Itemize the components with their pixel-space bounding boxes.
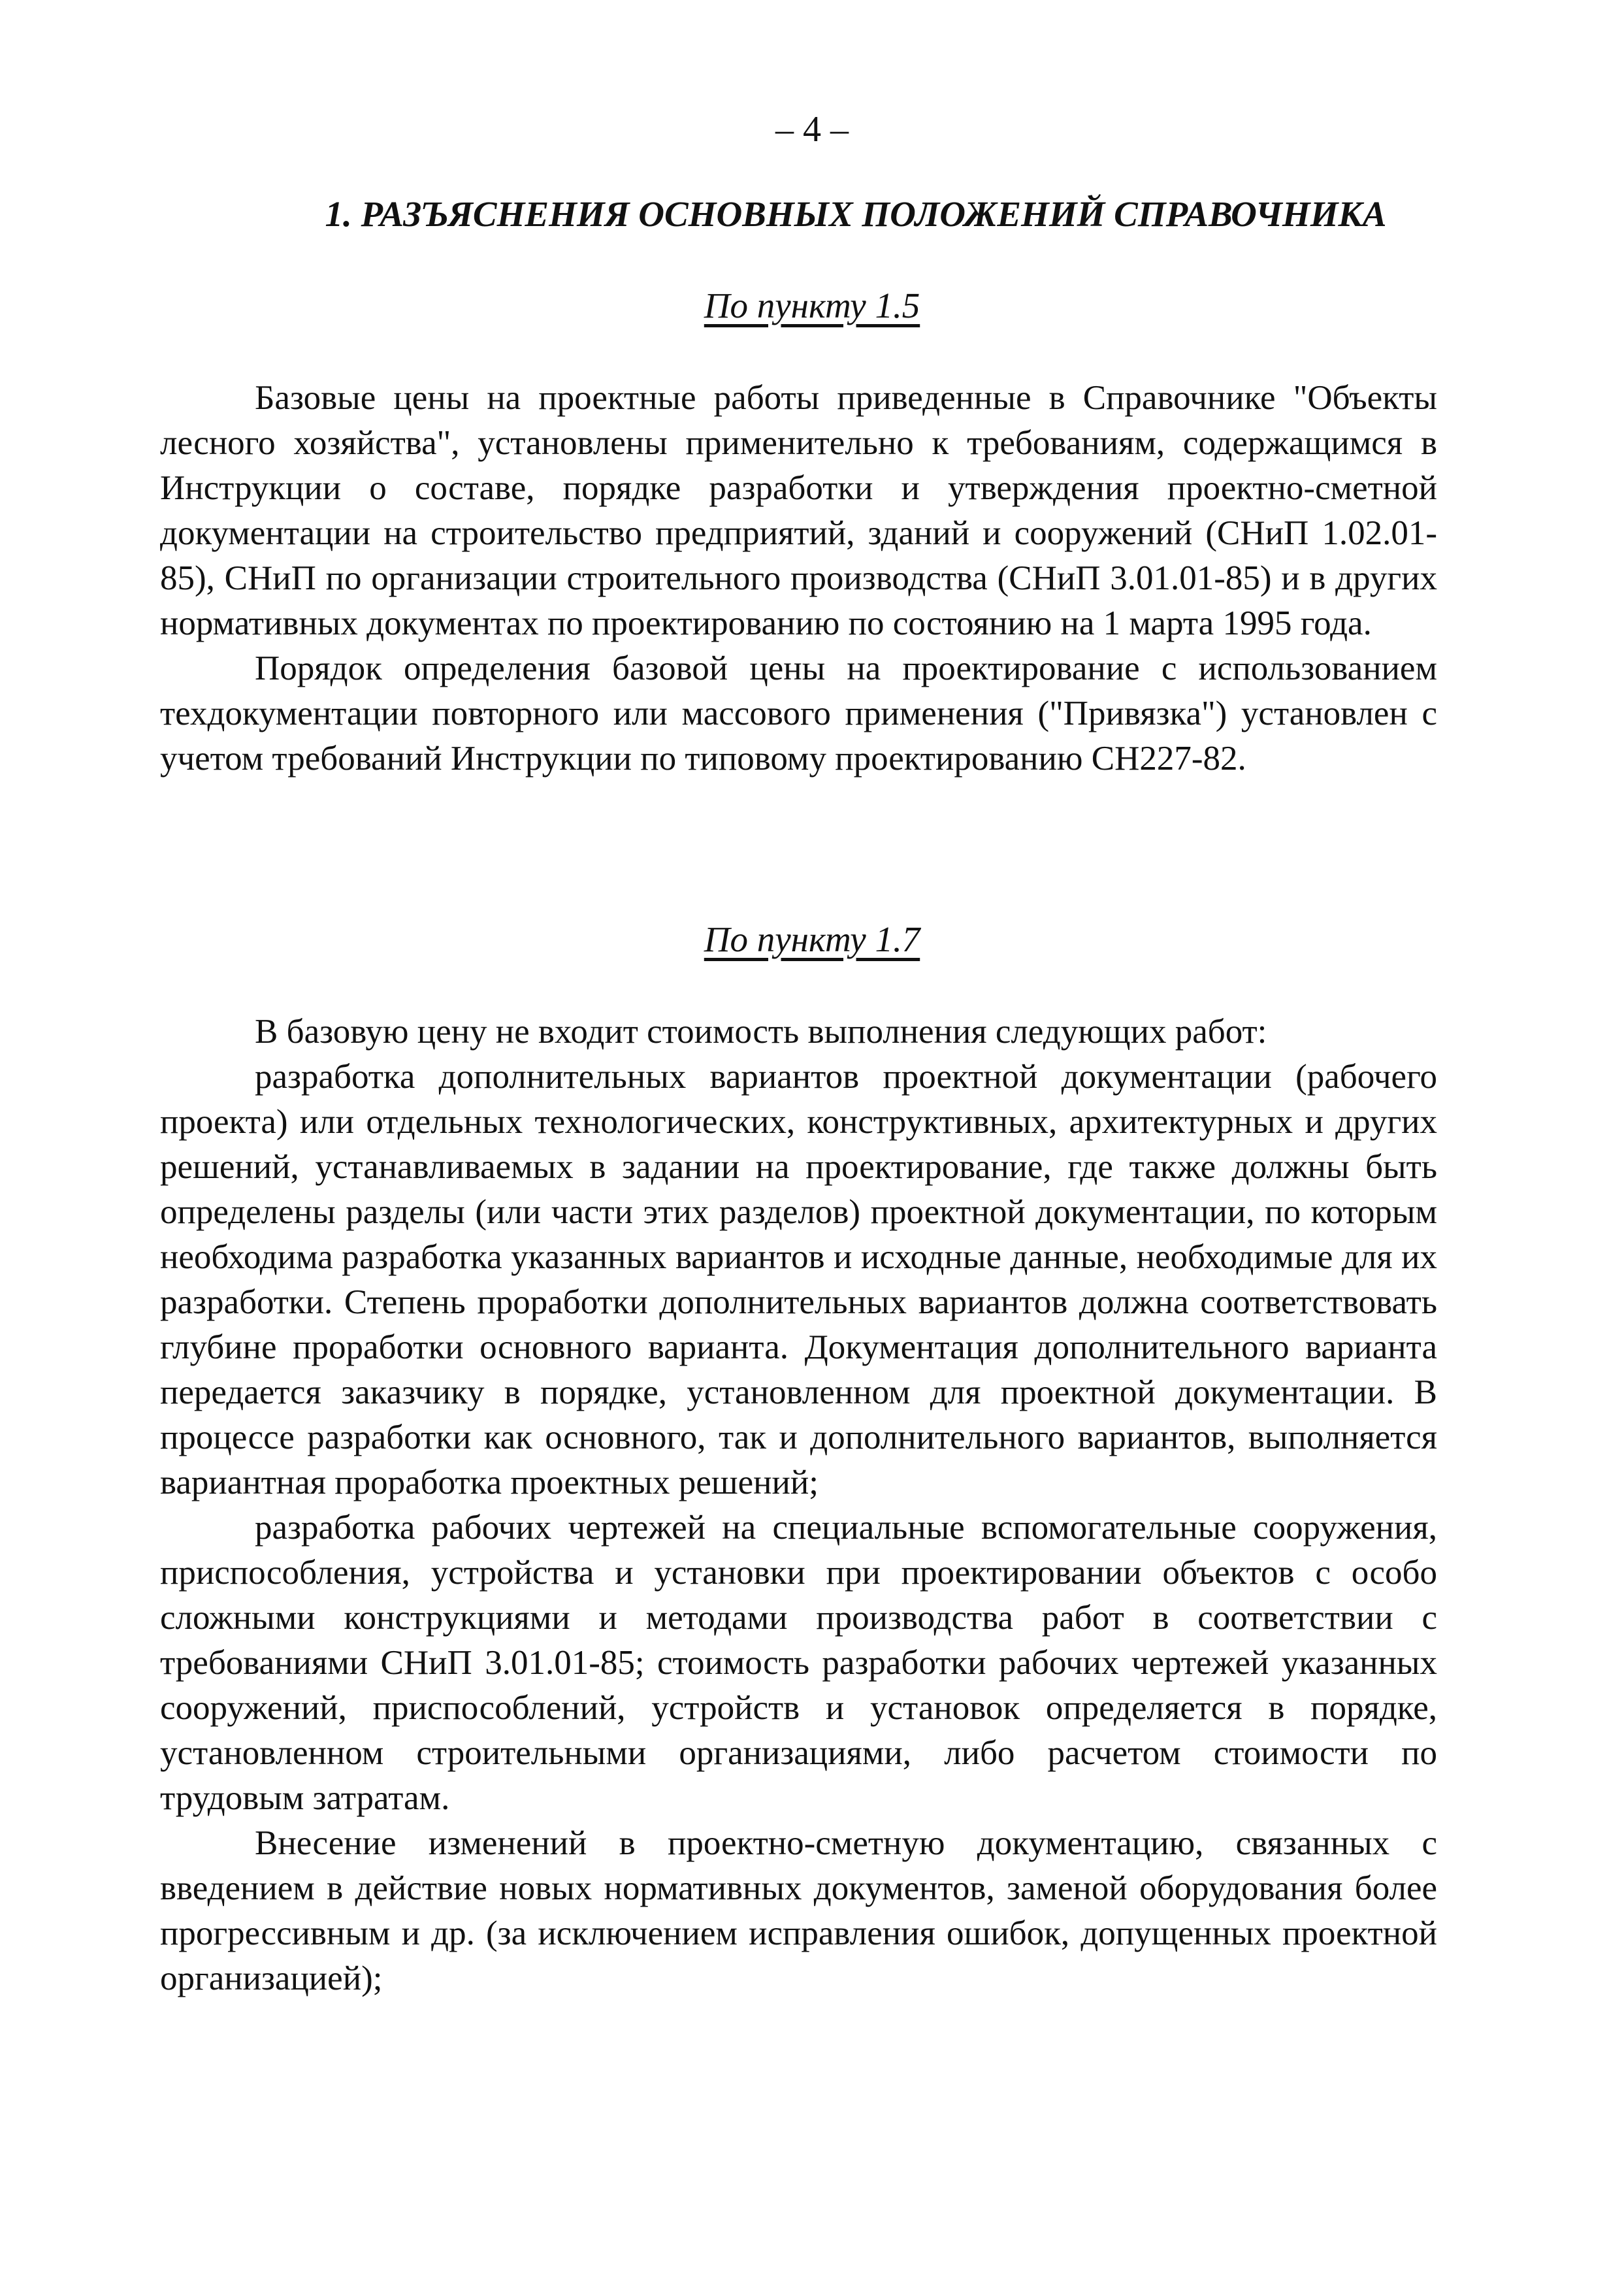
paragraph: разработка рабочих чертежей на специальные вспомогательные сооружения, приспособления, устройства и установки при проектировании объектов с особо сложными конструкциями и методами производства работ в соответствии с требованиями СНиП 3.01.01-85; стоимость разработки рабочих чертежей указанных сооружений, приспособлений, устройств и установок определяется в порядке, установленном строительными организациями, либо расчетом стоимости по трудовым затратам. xyxy=(160,1509,1437,1817)
clause-1-5-body xyxy=(160,376,1437,781)
section-heading: 1. РАЗЪЯСНЕНИЯ ОСНОВНЫХ ПОЛОЖЕНИЙ СПРАВОЧНИКА xyxy=(325,194,1387,234)
page-number: – 4 – xyxy=(775,109,849,150)
paragraph: Порядок определения базовой цены на проектирование с использованием техдокументации повторного или массового применения ("Привязка") установлен с учетом требований Инструкции по типовому проектированию СН227-82. xyxy=(160,649,1437,778)
paragraph: Базовые цены на проектные работы приведенные в Справочнике "Объекты лесного хозяйства", установлены применительно к требованиям, содержащимся в Инструкции о составе, порядке разработки и утверждения проектно-сметной документации на строительство предприятий, зданий и сооружений (СНиП 1.02.01-85), СНиП по организации строительного производства (СНиП 3.01.01-85) и в других нормативных документах по проектированию по состоянию на 1 марта 1995 года. xyxy=(160,379,1437,642)
paragraph: В базовую цену не входит стоимость выполнения следующих работ: xyxy=(255,1013,1267,1051)
paragraph: Внесение изменений в проектно-сметную документацию, связанных с введением в действие новых нормативных документов, заменой оборудования более прогрессивным и др. (за исключением исправления ошибок, допущенных проектной организацией); xyxy=(160,1824,1437,1997)
clause-1-7-title: По пункту 1.7 xyxy=(704,919,920,959)
clause-1-5-title: По пункту 1.5 xyxy=(704,286,920,325)
clause-1-7-body xyxy=(160,1009,1437,2001)
paragraph: разработка дополнительных вариантов проектной документации (рабочего проекта) или отдельных технологических, конструктивных, архитектурных и других решений, устанавливаемых в задании на проектирование, где также должны быть определены разделы (или части этих разделов) проектной документации, по которым необходима разработка указанных вариантов и исходные данные, необходимые для их разработки. Степень проработки дополнительных вариантов должна соответствовать глубине проработки основного варианта. Документация дополнительного варианта передается заказчику в порядке, установленном для проектной документации. В процессе разработки как основного, так и дополнительного вариантов, выполняется вариантная проработка проектных решений; xyxy=(160,1058,1437,1501)
